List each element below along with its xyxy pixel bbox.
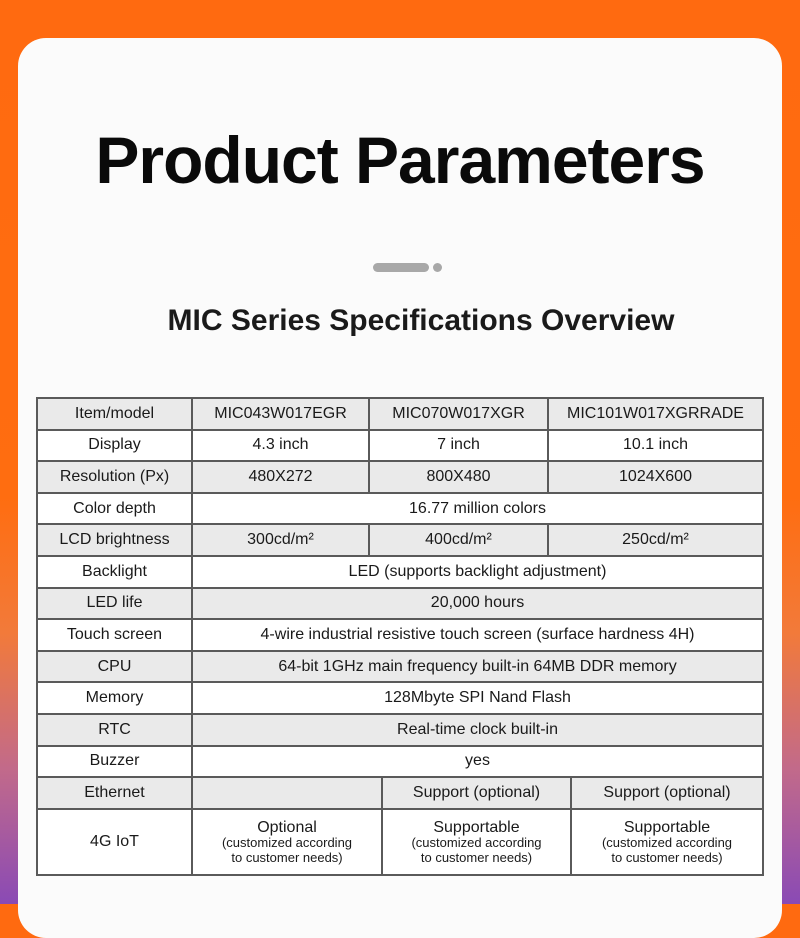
divider-dot bbox=[433, 263, 442, 272]
row-label: Backlight bbox=[37, 556, 192, 588]
row-label: Touch screen bbox=[37, 619, 192, 651]
table-cell: 400cd/m² bbox=[369, 524, 548, 556]
header-cell: Item/model bbox=[37, 398, 192, 430]
row-label: Display bbox=[37, 430, 192, 462]
cell-main-text: Supportable bbox=[433, 818, 520, 836]
header-cell: MIC070W017XGR bbox=[369, 398, 548, 430]
table-cell: Real-time clock built-in bbox=[192, 714, 763, 746]
table-cell: 800X480 bbox=[369, 461, 548, 493]
row-label: LCD brightness bbox=[37, 524, 192, 556]
table-cell bbox=[192, 777, 382, 809]
row-label: RTC bbox=[37, 714, 192, 746]
table-cell: 480X272 bbox=[192, 461, 369, 493]
table-row-resolution bbox=[37, 461, 763, 493]
page-subtitle: MIC Series Specifications Overview bbox=[167, 304, 675, 337]
table-cell: 128Mbyte SPI Nand Flash bbox=[192, 682, 763, 714]
table-cell: 20,000 hours bbox=[192, 588, 763, 620]
row-label: Memory bbox=[37, 682, 192, 714]
cell-note-text: to customer needs) bbox=[231, 849, 343, 865]
table-cell bbox=[571, 809, 763, 875]
table-cell: 4-wire industrial resistive touch screen (surface hardness 4H) bbox=[192, 619, 763, 651]
cell-main-text: Supportable bbox=[623, 818, 711, 836]
table-cell: Support (optional) bbox=[382, 777, 571, 809]
table-row-buzzer bbox=[37, 746, 763, 778]
row-label: 4G IoT bbox=[37, 809, 192, 875]
table-cell: 1024X600 bbox=[548, 461, 763, 493]
cell-main-text: Optional bbox=[257, 818, 317, 836]
cell-note-text: to customer needs) bbox=[420, 849, 533, 865]
cell-note-text: (customized according bbox=[601, 835, 733, 851]
table-row-ethernet bbox=[37, 777, 763, 809]
divider-bar bbox=[373, 263, 429, 272]
header-cell: MIC043W017EGR bbox=[192, 398, 369, 430]
table-cell: 10.1 inch bbox=[548, 430, 763, 462]
table-row-4g-iot bbox=[37, 809, 763, 875]
row-label: Buzzer bbox=[37, 746, 192, 778]
table-cell: 7 inch bbox=[369, 430, 548, 462]
table-cell: Support (optional) bbox=[571, 777, 763, 809]
table-row-touch-screen bbox=[37, 619, 763, 651]
page-title: Product Parameters bbox=[95, 123, 705, 197]
table-row-backlight bbox=[37, 556, 763, 588]
table-row-cpu bbox=[37, 651, 763, 683]
table-row-display bbox=[37, 430, 763, 462]
spec-table bbox=[36, 397, 764, 876]
cell-note-text: (customized according bbox=[221, 835, 353, 851]
header-cell: MIC101W017XGRRADE bbox=[548, 398, 763, 430]
table-cell: 250cd/m² bbox=[548, 524, 763, 556]
table-cell bbox=[382, 809, 571, 875]
table-cell bbox=[192, 809, 382, 875]
table-row-lcd-brightness bbox=[37, 524, 763, 556]
table-cell: 16.77 million colors bbox=[192, 493, 763, 525]
table-cell: LED (supports backlight adjustment) bbox=[192, 556, 763, 588]
cell-note-text: to customer needs) bbox=[611, 849, 723, 865]
row-label: Color depth bbox=[37, 493, 192, 525]
table-row-color-depth bbox=[37, 493, 763, 525]
table-row-led-life bbox=[37, 588, 763, 620]
table-cell: 64-bit 1GHz main frequency built-in 64MB DDR memory bbox=[192, 651, 763, 683]
row-label: CPU bbox=[37, 651, 192, 683]
table-cell: 300cd/m² bbox=[192, 524, 369, 556]
table-cell: yes bbox=[192, 746, 763, 778]
table-row-header bbox=[37, 398, 763, 430]
row-label: Resolution (Px) bbox=[37, 461, 192, 493]
table-cell: 4.3 inch bbox=[192, 430, 369, 462]
table-row-rtc bbox=[37, 714, 763, 746]
row-label: Ethernet bbox=[37, 777, 192, 809]
row-label: LED life bbox=[37, 588, 192, 620]
cell-note-text: (customized according bbox=[411, 835, 542, 851]
table-row-memory bbox=[37, 682, 763, 714]
